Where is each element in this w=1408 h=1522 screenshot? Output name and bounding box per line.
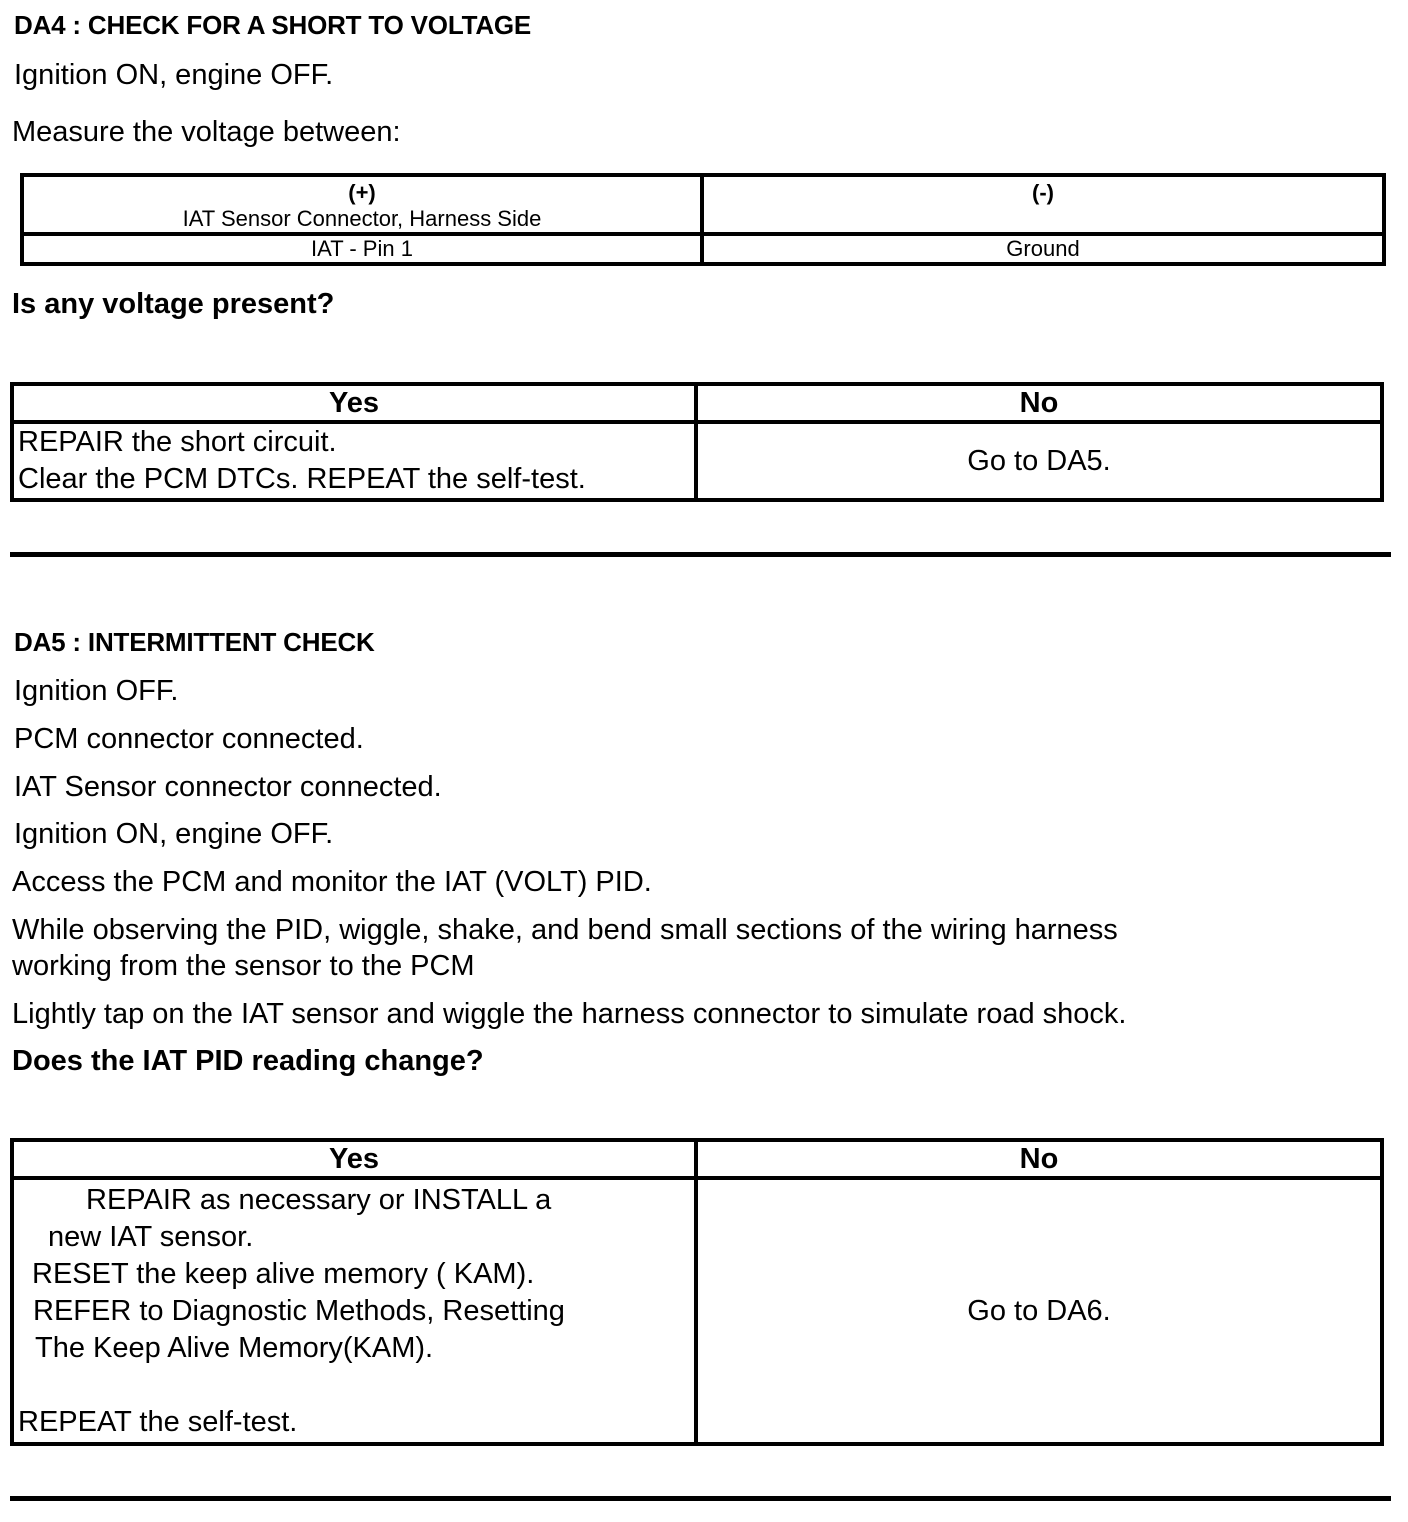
da5-result-row: [12, 1178, 1382, 1444]
da4-step-1: Ignition ON, engine OFF.: [14, 59, 334, 91]
measure-header-row: [22, 175, 1384, 234]
da5-yes-header: Yes: [12, 1140, 696, 1178]
negative-sign: (-): [1032, 180, 1054, 205]
da4-yes-line-2: Clear the PCM DTCs. REPEAT the self-test.: [18, 463, 586, 495]
da5-step-6: While observing the PID, wiggle, shake, and bend small sections of the wiring harness: [12, 914, 1118, 946]
da5-step-3: IAT Sensor connector connected.: [14, 771, 442, 803]
da5-step-6-cont: working from the sensor to the PCM: [12, 950, 475, 982]
da5-step-2: PCM connector connected.: [14, 723, 364, 755]
da5-result-header-row: [12, 1140, 1382, 1178]
da5-step-1: Ignition OFF.: [14, 675, 179, 707]
positive-sign: (+): [348, 180, 376, 205]
da5-result-table: [10, 1138, 1384, 1446]
da4-result-header-row: [12, 384, 1382, 422]
da5-step-5: Access the PCM and monitor the IAT (VOLT) PID.: [12, 866, 652, 898]
da5-no-header: No: [696, 1140, 1382, 1178]
da5-heading: DA5 : INTERMITTENT CHECK: [14, 627, 375, 657]
da4-question: Is any voltage present?: [12, 288, 335, 320]
da5-yes-cell: [12, 1178, 696, 1444]
measure-data-row: [22, 234, 1384, 264]
da4-yes-header: Yes: [12, 384, 696, 422]
da5-yes-line-4: REFER to Diagnostic Methods, Resetting: [33, 1295, 565, 1327]
da5-yes-line-1: REPAIR as necessary or INSTALL a: [86, 1184, 552, 1216]
da4-result-table: [10, 382, 1384, 502]
da5-yes-line-2: new IAT sensor.: [48, 1221, 254, 1253]
da4-heading: DA4 : CHECK FOR A SHORT TO VOLTAGE: [14, 10, 532, 40]
da4-step-2: Measure the voltage between:: [12, 116, 401, 148]
da5-yes-line-3: RESET the keep alive memory ( KAM).: [32, 1258, 535, 1290]
bottom-divider: [10, 1496, 1391, 1501]
da5-yes-line-5: The Keep Alive Memory(KAM).: [35, 1332, 434, 1364]
da5-yes-line-7: REPEAT the self-test.: [18, 1406, 298, 1438]
positive-label: IAT Sensor Connector, Harness Side: [182, 206, 542, 231]
da4-yes-cell: [12, 422, 696, 500]
measure-negative-point: Ground: [702, 234, 1384, 264]
da5-no-cell: Go to DA6.: [696, 1178, 1382, 1444]
da4-no-cell: Go to DA5.: [696, 422, 1382, 500]
da4-result-row: [12, 422, 1382, 500]
da4-measure-table: [20, 173, 1386, 266]
da5-step-7: Lightly tap on the IAT sensor and wiggle the harness connector to simulate road shock.: [12, 998, 1127, 1030]
da4-yes-line-1: REPAIR the short circuit.: [18, 426, 337, 458]
measure-positive-point: IAT - Pin 1: [22, 234, 702, 264]
negative-header-cell: [702, 175, 1384, 234]
da4-no-header: No: [696, 384, 1382, 422]
da5-question: Does the IAT PID reading change?: [12, 1045, 484, 1077]
da5-yes-blank-line: [18, 1367, 694, 1404]
positive-header-cell: [22, 175, 702, 234]
section-divider: [10, 552, 1391, 557]
da5-step-4: Ignition ON, engine OFF.: [14, 818, 334, 850]
